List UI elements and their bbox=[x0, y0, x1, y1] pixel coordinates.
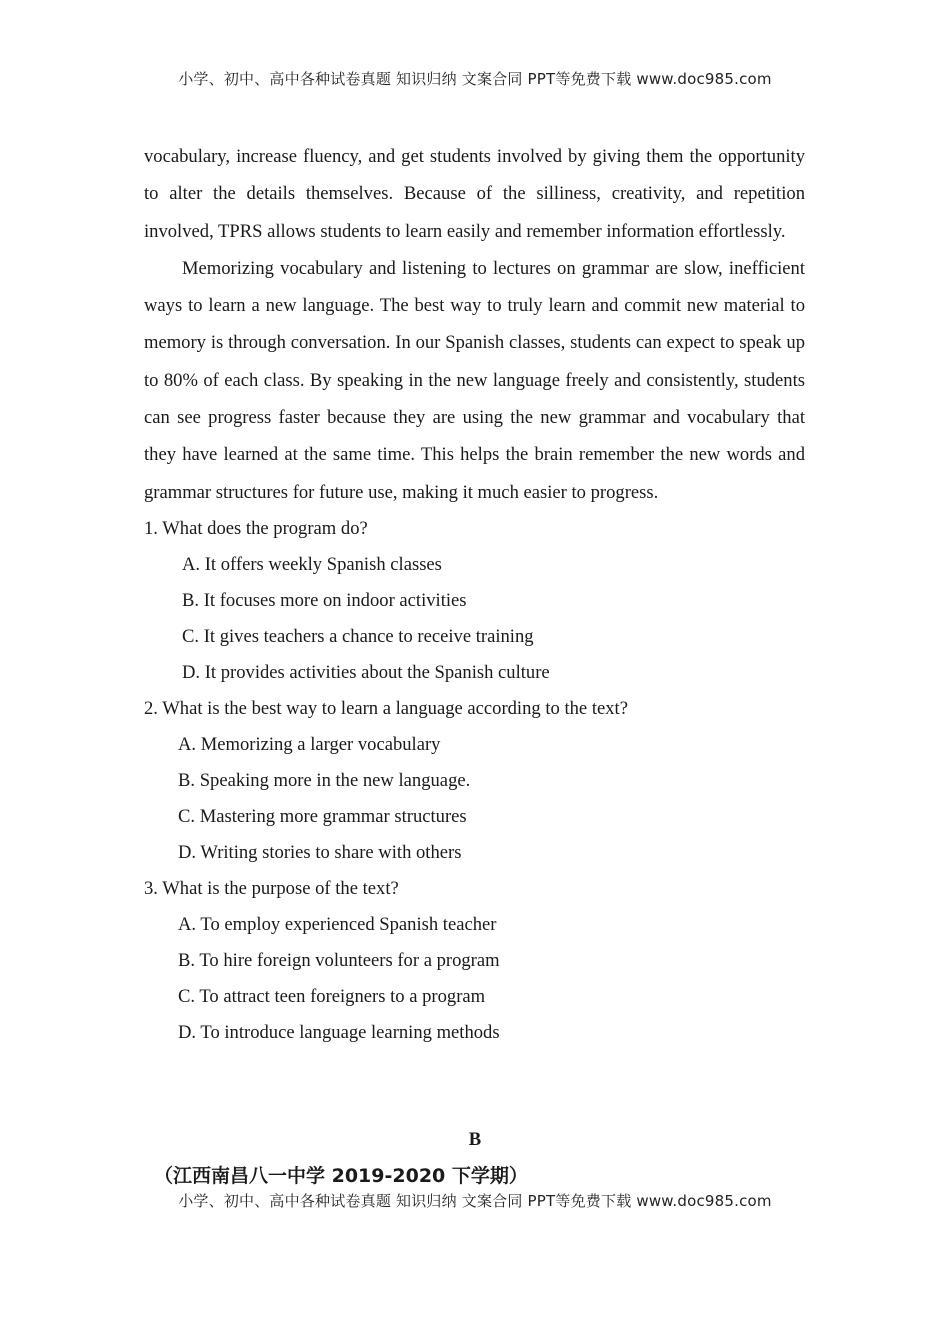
answer-option: D. Writing stories to share with others bbox=[178, 841, 462, 863]
page-header: 小学、初中、高中各种试卷真题 知识归纳 文案合同 PPT等免费下载 www.doc985.com bbox=[178, 70, 772, 88]
answer-option: C. Mastering more grammar structures bbox=[178, 805, 467, 827]
answer-option: A. It offers weekly Spanish classes bbox=[182, 553, 442, 575]
question-1 bbox=[144, 511, 805, 691]
source-note: （江西南昌八一中学 2019-2020 下学期） bbox=[154, 1165, 528, 1187]
question-3 bbox=[144, 871, 805, 1051]
answer-option: B. Speaking more in the new language. bbox=[178, 769, 471, 791]
passage-paragraph: Memorizing vocabulary and listening to lectures on grammar are slow, inefficient ways to learn a new language. The best way to truly learn and commit new material to memory is through conversation. In our Spanish classes, students can expect to speak up to 80% of each class. By speaking in the new language freely and consistently, students can see progress faster because they are using the new grammar and vocabulary that they have learned at the same time. This helps the brain remember the new words and grammar structures for future use, making it much easier to progress. bbox=[144, 257, 805, 503]
answer-option: A. Memorizing a larger vocabulary bbox=[178, 733, 441, 755]
answer-option: C. To attract teen foreigners to a program bbox=[178, 985, 486, 1007]
passage-paragraph: vocabulary, increase fluency, and get students involved by giving them the opportunity to alter the details themselves. Because of the silliness, creativity, and repetition involved, TPRS allows students to learn easily and remember information effortlessly. bbox=[144, 146, 805, 242]
answer-option: D. To introduce language learning methods bbox=[178, 1021, 500, 1043]
answer-option: B. It focuses more on indoor activities bbox=[182, 589, 467, 611]
section-heading: B bbox=[468, 1129, 482, 1150]
answer-option: B. To hire foreign volunteers for a program bbox=[178, 949, 500, 971]
answer-option: D. It provides activities about the Spanish culture bbox=[182, 661, 550, 683]
question-stem: 2. What is the best way to learn a language according to the text? bbox=[144, 697, 628, 719]
document-body bbox=[144, 138, 805, 1051]
answer-option: C. It gives teachers a chance to receive training bbox=[182, 625, 534, 647]
question-stem: 1. What does the program do? bbox=[144, 517, 368, 539]
page-footer: 小学、初中、高中各种试卷真题 知识归纳 文案合同 PPT等免费下载 www.doc985.com bbox=[178, 1192, 772, 1210]
question-2 bbox=[144, 691, 805, 871]
question-stem: 3. What is the purpose of the text? bbox=[144, 877, 399, 899]
answer-option: A. To employ experienced Spanish teacher bbox=[178, 913, 497, 935]
